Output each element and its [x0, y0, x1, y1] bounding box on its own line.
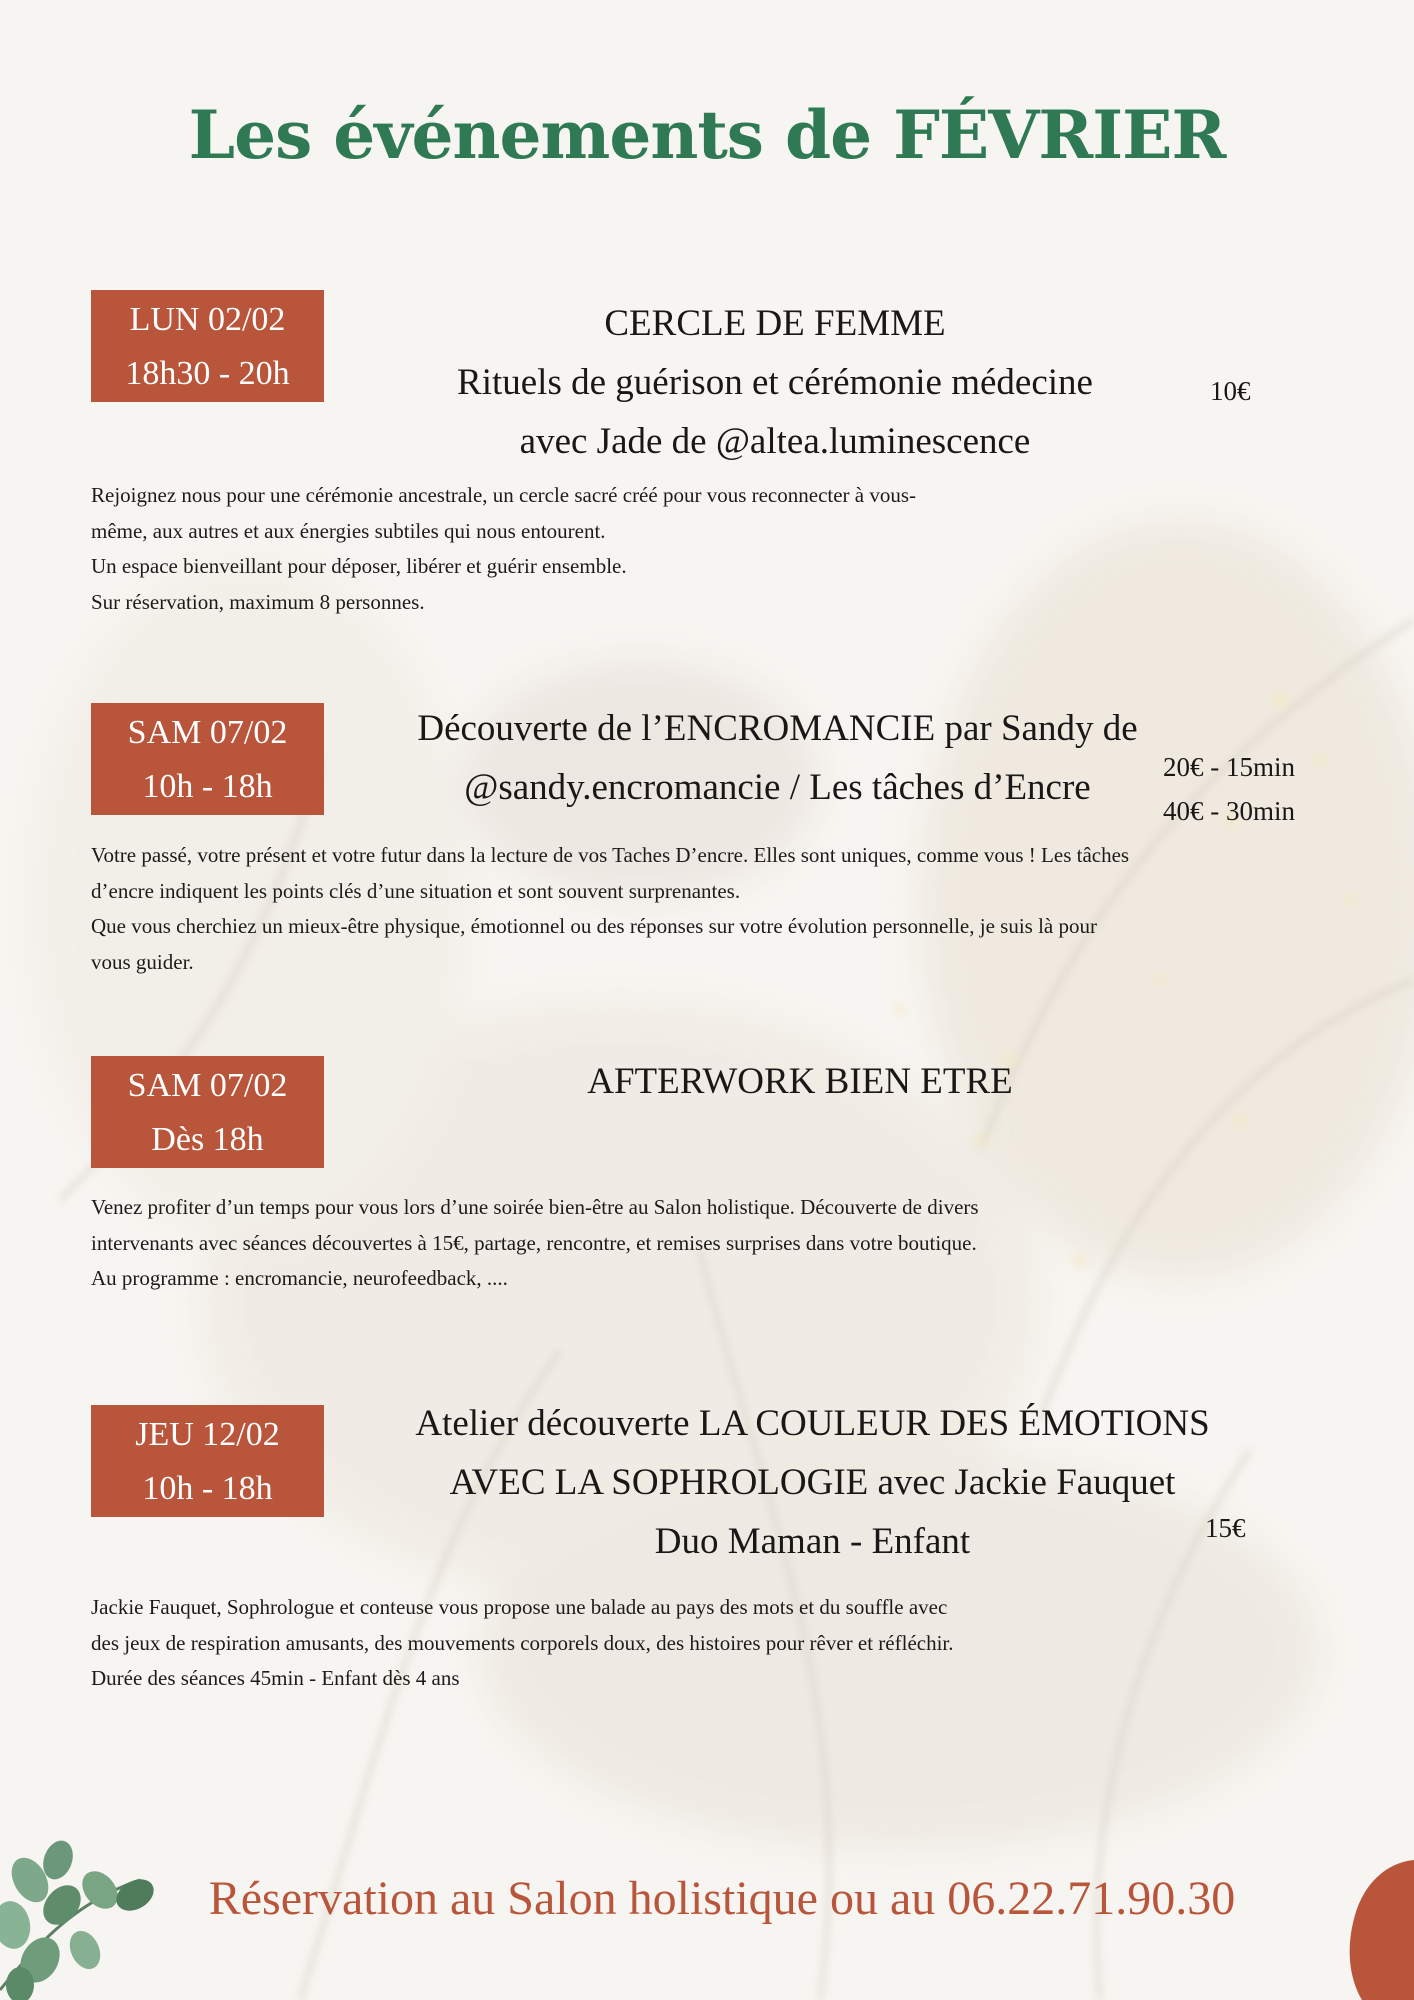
event-2-title-line: Découverte de l’ENCROMANCIE par Sandy de	[417, 708, 1138, 749]
description-line: Votre passé, votre présent et votre futur dans la lecture de vos Taches D’encre. Elles sont uniques, comme vous ! Les tâches	[91, 843, 1130, 867]
event-4-title-line: Duo Maman - Enfant	[654, 1521, 971, 1562]
description-line: Venez profiter d’un temps pour vous lors d’une soirée bien-être au Salon holistique. Découverte de divers	[91, 1195, 979, 1219]
event-1-date: LUN 02/02	[129, 301, 286, 338]
event-1-date-box	[91, 290, 324, 402]
reservation-footer: Réservation au Salon holistique ou au 06.22.71.90.30	[208, 1872, 1236, 1925]
event-1-title-line: avec Jade de @altea.luminescence	[519, 421, 1031, 462]
event-2-date-box	[91, 703, 324, 815]
event-3-description	[91, 1190, 979, 1297]
description-line: Sur réservation, maximum 8 personnes.	[91, 589, 425, 614]
event-2-description	[91, 838, 1129, 980]
description-line: des jeux de respiration amusants, des mouvements corporels doux, des histoires pour rêver et réfléchir.	[91, 1630, 954, 1655]
event-2-price: 40€ - 30min	[1163, 796, 1295, 826]
page-title: Les événements de FÉVRIER	[188, 96, 1226, 174]
event-1-time: 18h30 - 20h	[125, 355, 290, 392]
description-line: intervenants avec séances découvertes à 15€, partage, rencontre, et remises surprises dans votre boutique.	[91, 1230, 977, 1255]
description-line: même, aux autres et aux énergies subtiles qui nous entourent.	[91, 518, 606, 543]
description-line: Au programme : encromancie, neurofeedback, ....	[91, 1266, 508, 1290]
event-4-date: JEU 12/02	[135, 1416, 280, 1453]
description-line: Que vous cherchiez un mieux-être physique, émotionnel ou des réponses sur votre évolution personnelle, je suis là pour	[91, 914, 1097, 938]
event-1-title-line: CERCLE DE FEMME	[604, 303, 946, 344]
event-2-prices	[1163, 745, 1295, 833]
event-1-price: 10€	[1210, 376, 1251, 406]
event-2-title-line: @sandy.encromancie / Les tâches d’Encre	[464, 767, 1091, 808]
event-3-time: Dès 18h	[151, 1121, 264, 1158]
event-4-title	[370, 1394, 1255, 1571]
description-line: d’encre indiquent les points clés d’une situation et sont souvent surprenantes.	[91, 878, 741, 903]
event-4-date-box	[91, 1405, 324, 1517]
event-2-title	[365, 699, 1190, 817]
event-4-price: 15€	[1205, 1513, 1246, 1543]
description-line: Durée des séances 45min - Enfant dès 4 ans	[91, 1666, 460, 1690]
event-4-time: 10h - 18h	[142, 1470, 273, 1507]
event-2-price: 20€ - 15min	[1163, 752, 1295, 782]
event-3-title-line: AFTERWORK BIEN ETRE	[587, 1061, 1013, 1102]
event-2-time: 10h - 18h	[142, 768, 273, 805]
event-1-title-line: Rituels de guérison et cérémonie médecine	[457, 362, 1093, 403]
event-1-description	[91, 478, 916, 620]
description-line: Jackie Fauquet, Sophrologue et conteuse vous propose une balade au pays des mots et du souffle avec	[91, 1595, 948, 1619]
event-4-title-line: AVEC LA SOPHROLOGIE avec Jackie Fauquet	[449, 1462, 1176, 1503]
event-3-date-box	[91, 1056, 324, 1168]
event-3-title	[420, 1052, 1180, 1111]
description-line: vous guider.	[91, 949, 194, 974]
description-line: Rejoignez nous pour une cérémonie ancestrale, un cercle sacré créé pour vous reconnecter à vous-	[91, 483, 917, 507]
event-4-description	[91, 1590, 954, 1697]
event-3-date: SAM 07/02	[127, 1067, 288, 1104]
event-4-title-line: Atelier découverte LA COULEUR DES ÉMOTIONS	[415, 1403, 1210, 1444]
event-1-title	[390, 294, 1160, 471]
description-line: Un espace bienveillant pour déposer, libérer et guérir ensemble.	[91, 554, 627, 578]
event-2-date: SAM 07/02	[127, 714, 288, 751]
